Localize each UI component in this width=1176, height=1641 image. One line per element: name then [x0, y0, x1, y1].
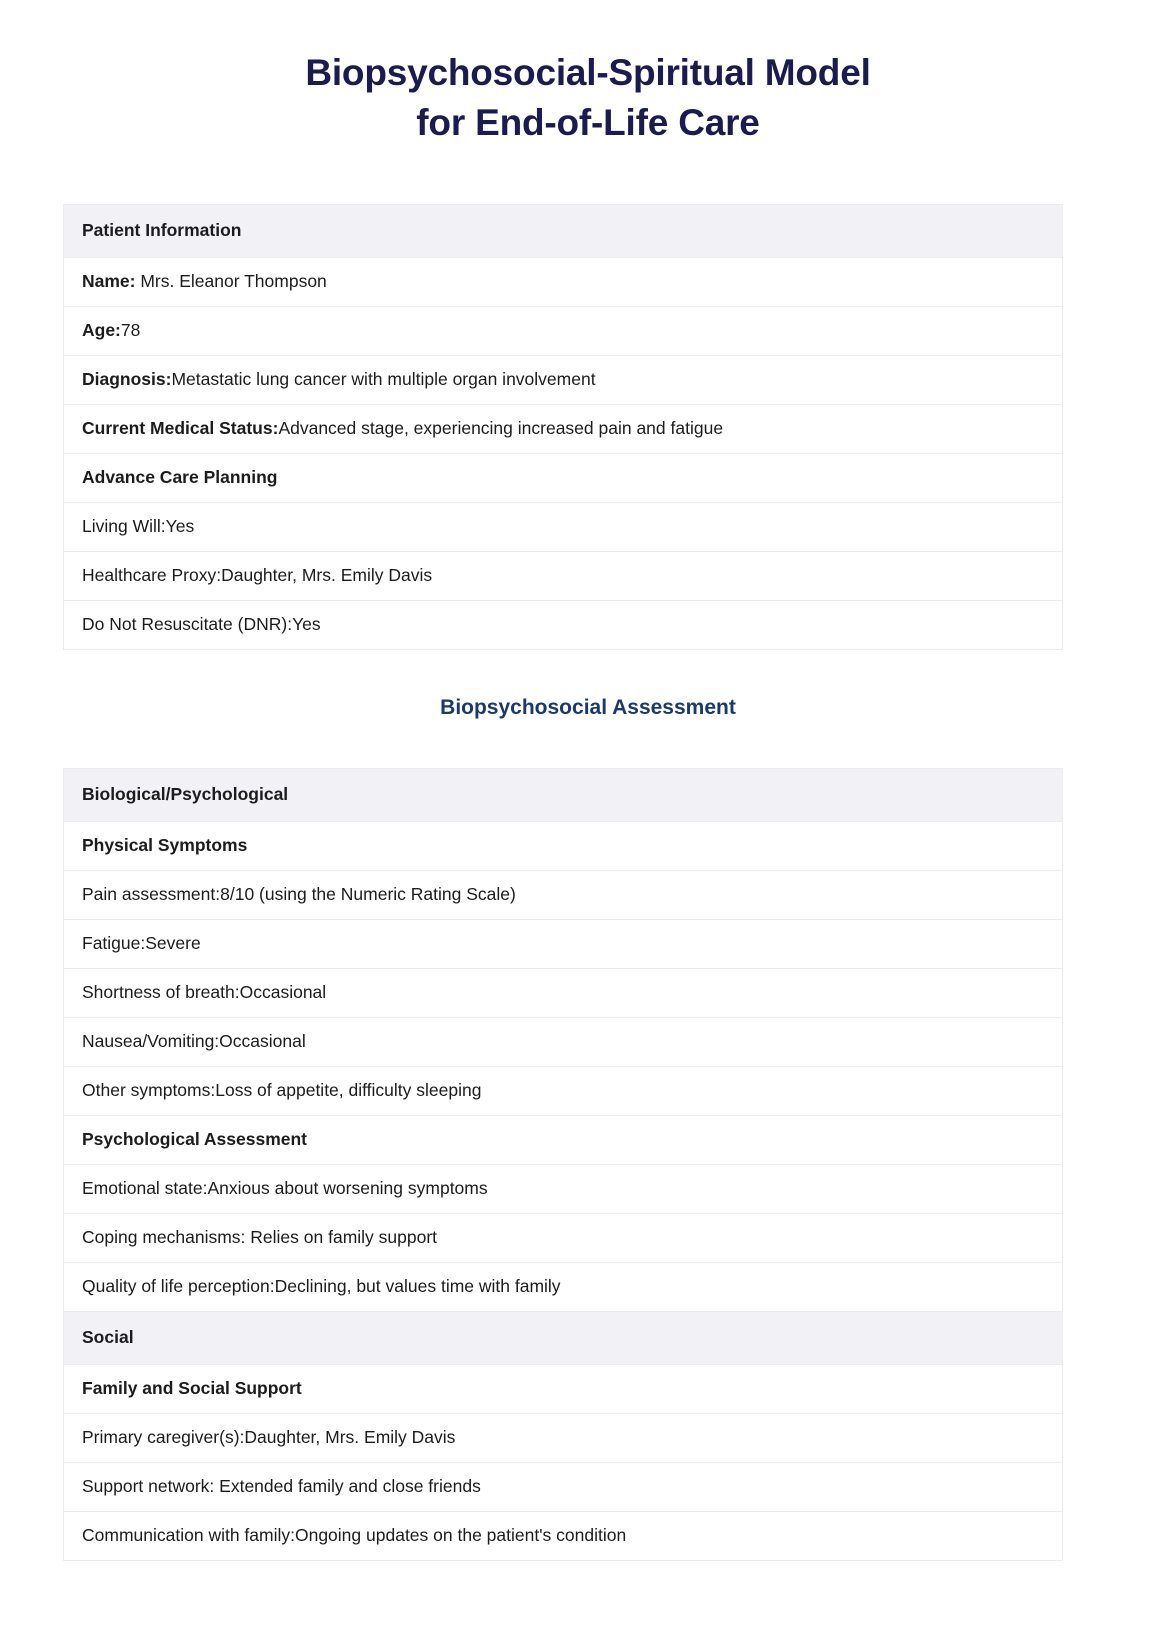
- table-cell: [64, 870, 1063, 919]
- field-label: Do Not Resuscitate (DNR):: [82, 614, 293, 635]
- field-value: Daughter, Mrs. Emily Davis: [244, 1427, 456, 1448]
- table-row: [64, 1066, 1063, 1115]
- table-row: [64, 404, 1063, 453]
- table-cell: [64, 355, 1063, 404]
- field-value: Yes: [165, 516, 195, 537]
- table-row: [64, 1413, 1063, 1462]
- field-value: Severe: [145, 933, 201, 954]
- patient-information-table: [63, 204, 1063, 650]
- table-row: [64, 870, 1063, 919]
- field-value: Daughter, Mrs. Emily Davis: [221, 565, 433, 586]
- table-section-header-row: [64, 768, 1063, 821]
- field-label: Other symptoms:: [82, 1080, 216, 1101]
- field-label: Age:: [82, 320, 121, 341]
- table-cell: [64, 1262, 1063, 1311]
- page-title-line-2: for End-of-Life Care: [416, 101, 760, 143]
- table-cell: [64, 968, 1063, 1017]
- table-section-header-label: Biological/Psychological: [64, 768, 1063, 821]
- table-row: [64, 1462, 1063, 1511]
- table-row: [64, 306, 1063, 355]
- field-value: 78: [120, 320, 141, 341]
- field-label: Healthcare Proxy:: [82, 565, 222, 586]
- patient-information-table-body: [64, 204, 1063, 649]
- field-value: Occasional: [219, 1031, 306, 1052]
- biopsychosocial-assessment-section: [63, 768, 1113, 1561]
- table-row: [64, 355, 1063, 404]
- table-cell: [64, 1066, 1063, 1115]
- table-subheading-row: [64, 453, 1063, 502]
- field-label: Quality of life perception:: [82, 1276, 275, 1297]
- field-label: Primary caregiver(s):: [82, 1427, 245, 1448]
- field-value: Advanced stage, experiencing increased pain and fatigue: [278, 418, 724, 439]
- page-title: [0, 0, 1176, 148]
- patient-information-header-row: [64, 204, 1063, 257]
- page-title-line-1: Biopsychosocial-Spiritual Model: [305, 52, 871, 93]
- field-value: Loss of appetite, difficulty sleeping: [215, 1080, 482, 1101]
- field-value: Yes: [292, 614, 321, 635]
- table-subheading-label: Physical Symptoms: [64, 821, 1063, 870]
- table-section-header-label: Social: [64, 1311, 1063, 1364]
- biopsychosocial-assessment-table-body: [64, 768, 1063, 1560]
- table-subheading-row: [64, 821, 1063, 870]
- table-cell: [64, 600, 1063, 649]
- table-cell: [64, 1413, 1063, 1462]
- field-value: Ongoing updates on the patient's condition: [294, 1525, 627, 1546]
- section-heading-biopsychosocial-assessment: Biopsychosocial Assessment: [440, 695, 736, 719]
- field-label: Nausea/Vomiting:: [82, 1031, 220, 1052]
- field-label: Current Medical Status:: [82, 418, 279, 439]
- field-value: Declining, but values time with family: [274, 1276, 561, 1297]
- field-label: Coping mechanisms:: [82, 1227, 251, 1248]
- table-cell: [64, 1213, 1063, 1262]
- table-subheading-row: [64, 1364, 1063, 1413]
- field-label: Fatigue:: [82, 933, 146, 954]
- table-cell: [64, 919, 1063, 968]
- field-label: Support network:: [82, 1476, 220, 1497]
- table-row: [64, 968, 1063, 1017]
- table-row: [64, 551, 1063, 600]
- table-row: [64, 502, 1063, 551]
- table-subheading-label: Family and Social Support: [64, 1364, 1063, 1413]
- table-cell: [64, 502, 1063, 551]
- between-tables-spacer: [0, 650, 1176, 696]
- table-row: [64, 1262, 1063, 1311]
- patient-information-section: [63, 204, 1113, 650]
- table-subheading-label: Advance Care Planning: [64, 453, 1063, 502]
- field-value: Occasional: [239, 982, 327, 1003]
- field-value: Anxious about worsening symptoms: [207, 1178, 488, 1199]
- table-cell: [64, 1164, 1063, 1213]
- table-row: [64, 919, 1063, 968]
- table-row: [64, 1213, 1063, 1262]
- page-bottom-spacer: [0, 1561, 1176, 1641]
- field-value: Mrs. Eleanor Thompson: [140, 271, 327, 292]
- title-spacer: [0, 148, 1176, 204]
- table-cell: [64, 1511, 1063, 1560]
- table-row: [64, 600, 1063, 649]
- field-label: Communication with family:: [82, 1525, 295, 1546]
- field-value: 8/10 (using the Numeric Rating Scale): [220, 884, 516, 905]
- field-label: Living Will:: [82, 516, 166, 537]
- table-subheading-label: Psychological Assessment: [64, 1115, 1063, 1164]
- field-label: Diagnosis:: [82, 369, 172, 390]
- table-section-header-row: [64, 1311, 1063, 1364]
- table-row: [64, 1164, 1063, 1213]
- field-value: Extended family and close friends: [219, 1476, 481, 1497]
- table-row: [64, 1017, 1063, 1066]
- field-label: Shortness of breath:: [82, 982, 240, 1003]
- table-row: [64, 257, 1063, 306]
- table-cell: [64, 551, 1063, 600]
- biopsychosocial-assessment-table: [63, 768, 1063, 1561]
- field-value: Metastatic lung cancer with multiple organ involvement: [171, 369, 596, 390]
- table-cell: [64, 404, 1063, 453]
- field-label: Pain assessment:: [82, 884, 221, 905]
- table-row: [64, 1511, 1063, 1560]
- table-cell: [64, 1017, 1063, 1066]
- table-cell: [64, 257, 1063, 306]
- table-cell: [64, 1462, 1063, 1511]
- heading-spacer: [0, 720, 1176, 768]
- field-label: Emotional state:: [82, 1178, 208, 1199]
- field-value: Relies on family support: [250, 1227, 438, 1248]
- table-subheading-row: [64, 1115, 1063, 1164]
- table-cell: [64, 306, 1063, 355]
- field-label: Name:: [82, 271, 141, 292]
- patient-information-header-label: Patient Information: [64, 204, 1063, 257]
